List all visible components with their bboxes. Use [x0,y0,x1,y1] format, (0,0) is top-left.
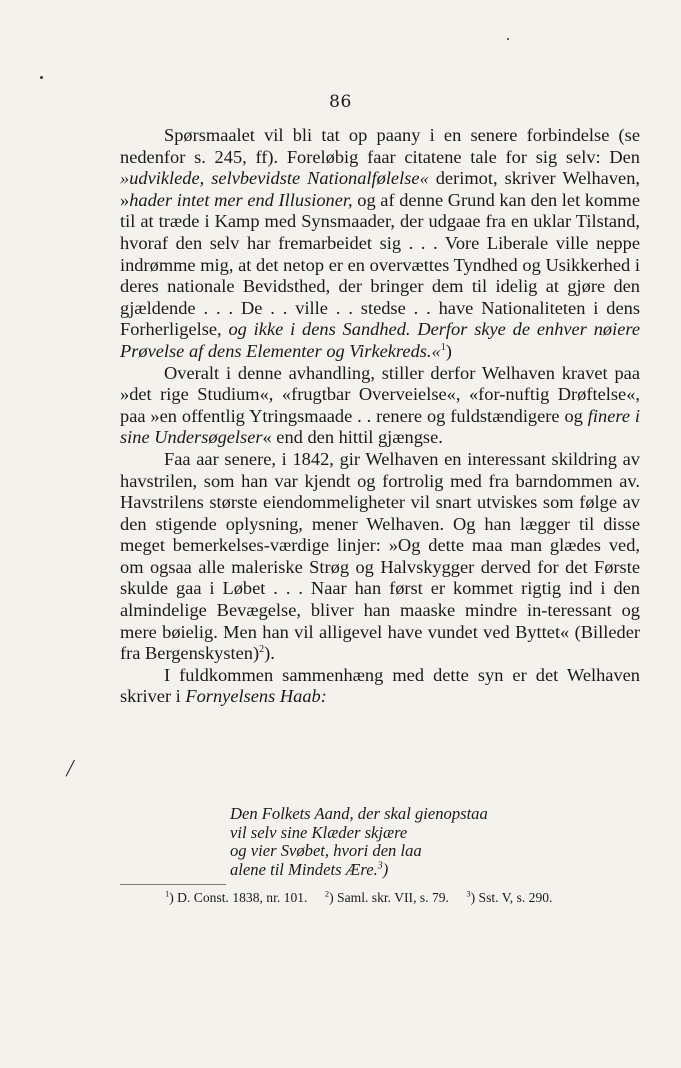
paragraph-2-text: « end den hittil gjængse. [262,427,443,448]
footnote-number: 1 [165,888,170,899]
footnote-number: 3 [466,888,471,899]
page-number: 86 [329,92,352,112]
poem-line: og vier Svøbet, hvori den laa [230,841,422,861]
poem-line-text: alene til Mindets Ære. [230,860,378,880]
paragraph-3-text: ). [264,643,275,664]
paragraph-1-text: og af denne Grund kan den let komme til at træde i Kamp med Synsmaader, der udgaae fra en uklar Tilstand, hvoraf den selv har fremarbeidet sig . . . Vore Liberale ville neppe indrømme mig, at det netop er en overvættes Tyndhed og Usikkerhed i deres nationale Bevidsthed, der bringer dem til idelig at gjøre den gjældende . . . De . . ville . . stedse . . have Nationaliteten i dens Forherligelse, [120,189,640,340]
footnote-text: ) Sst. V, s. 290. [470,890,553,905]
paragraph-1-text: Spørsmaalet vil bli tat op paany i en senere forbindelse (se nedenfor s. 245, ff). Foreløbig faar citatene tale for sig selv: Den [120,125,640,167]
paragraph-2-italic: finere i sine Undersøgelser [120,405,641,448]
poem-line [230,861,488,880]
footnotes [165,889,566,907]
footnote-ref-1: 1 [440,341,446,353]
paragraph-3-text: Faa aar senere, i 1842, gir Welhaven en interessant skildring av havstrilen, som han var kjendt og fortrolig med fra barndommen av. Havstrilens største eiendommeligheter vil snart utviskes som følge av den stigende oplysning, mener Welhaven. Og han lægger til disse meget bemerkelses-værdige linjer: »Og dette maa man glædes ved, om ogsaa alle maleriske Strøg og Halvskygger derved for det Første skulde gaa i Løbet . . . Naar han først er kommet rigtig ind i den almindelige Bevægelse, bliver han maaske mindre in-teressant og mere bøielig. Men han vil alligevel have vundet ved Byttet« (Billeder fra Bergenskysten) [120,448,640,664]
footnote-text: ) D. Const. 1838, nr. 101. [169,890,308,905]
poem-line: Den Folkets Aand, der skal gienopstaa [230,804,488,823]
footnote-divider [120,884,226,885]
footnote-ref-2: 2 [259,644,265,656]
paragraph-3 [120,449,640,665]
paragraph-1-italic-quote: »udviklede, selvbevidste Nationalfølelse« [120,168,429,189]
paper-speck [507,38,509,40]
footnote-2 [325,890,449,905]
body-text [120,125,640,708]
paragraph-2-text: Overalt i denne avhandling, stiller derfor Welhaven kravet paa »det rige Studium«, «frugtbar Overveielse«, «for-nuftig Drøftelse«, paa »en offentlig Ytringsmaade . . renere og fuldstændigere og [120,362,640,426]
paragraph-1 [120,125,640,363]
footnote-1 [165,890,307,905]
paragraph-4 [120,665,640,708]
paragraph-4-text: I fuldkommen sammenhæng med dette syn er det Welhaven skriver i [120,664,640,707]
margin-pencil-mark: ╱ [66,761,75,777]
footnote-ref-3: 3 [377,860,383,872]
paragraph-1-text: ) [445,340,452,361]
poem-line-text: ) [382,860,389,880]
paragraph-1-text: derimot, skriver Welhaven, » [120,168,640,210]
paragraph-2 [120,363,640,449]
footnote-number: 2 [324,888,330,899]
poem-quote [230,805,488,880]
poem-line: vil selv sine Klæder skjære [230,822,408,842]
paragraph-1-italic-quote: og ikke i dens Sandhed. Derfor skye de enhver nøiere Prøvelse af dens Elementer og Virkekreds.« [120,319,640,361]
paragraph-1-italic-quote: hader intet mer end Illusioner, [129,189,353,210]
footnote-3 [466,890,552,905]
paper-speck [40,76,43,79]
paragraph-4-italic-title: Fornyelsens Haab: [185,686,327,707]
footnote-text: ) Saml. skr. VII, s. 79. [329,890,449,905]
